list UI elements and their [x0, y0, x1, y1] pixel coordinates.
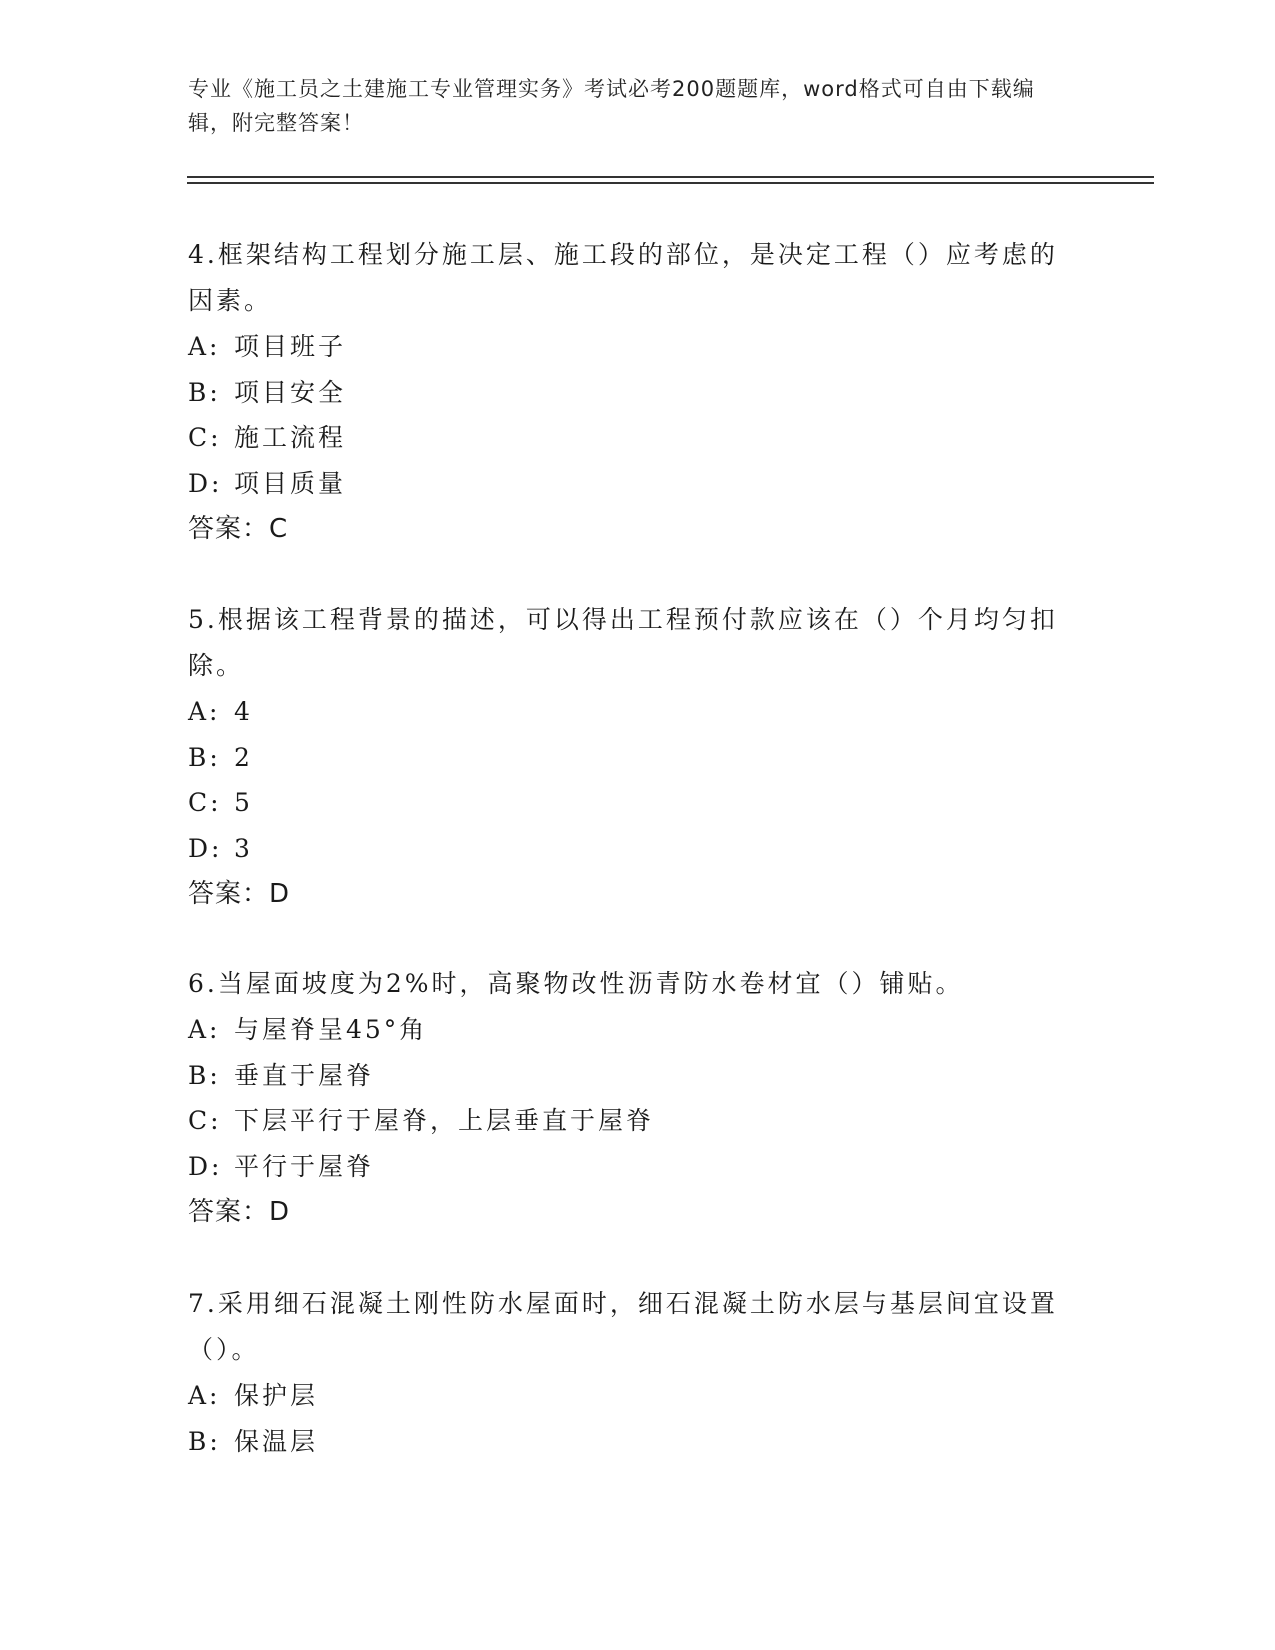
option-a [188, 324, 1068, 370]
option-text: 5 [234, 788, 253, 817]
question-text: 5.根据该工程背景的描述，可以得出工程预付款应该在（）个月均匀扣除。 [188, 605, 1058, 680]
option-letter: B: [188, 1060, 221, 1090]
option-letter: C: [188, 423, 222, 452]
option-text: 项目安全 [234, 377, 347, 407]
option-letter: A: [188, 332, 221, 361]
question-text: 6.当屋面坡度为2%时，高聚物改性沥青防水卷材宜（）铺贴。 [188, 969, 964, 998]
option-d [188, 461, 1068, 507]
answer-line: 答案：C [188, 514, 289, 544]
question-6 [188, 961, 1068, 1235]
option-c [188, 780, 1068, 826]
option-c [188, 415, 1068, 461]
option-letter: A: [188, 1381, 221, 1410]
option-letter: C: [188, 1106, 222, 1135]
option-a [188, 1373, 1068, 1419]
option-b [188, 1419, 1068, 1465]
question-7 [188, 1281, 1068, 1464]
option-text: 4 [234, 697, 253, 726]
answer-line: 答案：D [188, 1197, 291, 1227]
option-letter: D: [188, 1151, 223, 1181]
option-text: 平行于屋脊 [234, 1151, 375, 1181]
option-text: 下层平行于屋脊，上层垂直于屋脊 [234, 1106, 655, 1135]
option-b [188, 1053, 1068, 1099]
question-4 [188, 232, 1068, 552]
option-text: 施工流程 [234, 423, 347, 452]
option-c [188, 1098, 1068, 1144]
option-text: 保护层 [234, 1381, 319, 1410]
option-b [188, 735, 1068, 781]
header-divider-bottom [187, 182, 1154, 184]
option-letter: A: [188, 1015, 221, 1044]
option-letter: D: [188, 468, 223, 498]
option-text: 与屋脊呈45°角 [234, 1015, 428, 1044]
question-text: 4.框架结构工程划分施工层、施工段的部位，是决定工程（）应考虑的因素。 [188, 240, 1058, 315]
option-letter: A: [188, 697, 221, 726]
option-text: 保温层 [234, 1426, 319, 1456]
option-text: 3 [234, 833, 253, 863]
option-text: 项目班子 [234, 332, 347, 361]
option-letter: B: [188, 377, 221, 407]
option-letter: B: [188, 1426, 221, 1456]
question-text: 7.采用细石混凝土刚性防水屋面时，细石混凝土防水层与基层间宜设置（）。 [188, 1289, 1058, 1364]
option-b [188, 370, 1068, 416]
option-letter: C: [188, 788, 222, 817]
option-d [188, 1144, 1068, 1190]
document-header: 专业《施工员之土建施工专业管理实务》考试必考200题题库，word格式可自由下载编辑，附完整答案！ [188, 77, 1035, 135]
question-5 [188, 597, 1068, 917]
option-text: 垂直于屋脊 [234, 1060, 375, 1090]
option-text: 2 [234, 742, 253, 772]
option-a [188, 1007, 1068, 1053]
option-d [188, 826, 1068, 872]
option-text: 项目质量 [234, 468, 347, 498]
header-divider-top [187, 176, 1154, 178]
answer-line: 答案：D [188, 879, 291, 909]
option-letter: D: [188, 833, 223, 863]
option-a [188, 689, 1068, 735]
option-letter: B: [188, 742, 221, 772]
